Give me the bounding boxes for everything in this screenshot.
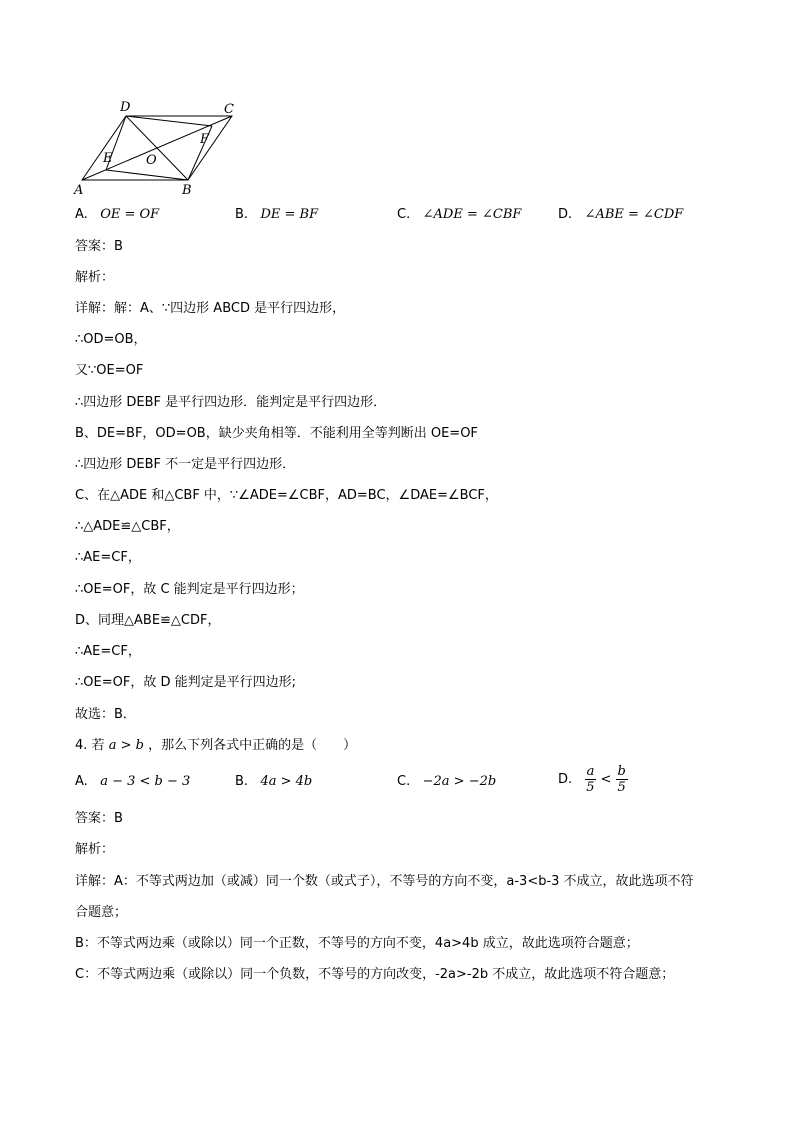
q4-option-d — [558, 764, 628, 795]
q3-option-a — [75, 206, 159, 224]
label-d: D — [120, 100, 131, 115]
option-expr: OE = OF — [100, 207, 160, 222]
fraction-numerator: a — [586, 764, 595, 779]
fraction-denominator: 5 — [586, 780, 595, 795]
option-letter: A. — [75, 774, 88, 789]
q4-analysis-label: 解析： — [75, 842, 115, 857]
label-b: B — [182, 183, 192, 198]
parallelogram-figure — [72, 96, 242, 200]
q3-line: ∴四边形 DEBF 不一定是平行四边形． — [75, 457, 296, 472]
q3-line: ∴OE=OF，故 D 能判定是平行四边形; — [75, 675, 296, 690]
option-operator: < — [600, 772, 612, 787]
option-letter: B. — [235, 207, 249, 222]
option-expr: ∠ADE = ∠CBF — [422, 207, 522, 222]
q3-line: ∴△ADE≌△CBF， — [75, 519, 180, 534]
q3-line: C、在△ADE 和△CBF 中，∵∠ADE=∠CBF，AD=BC，∠DAE=∠BCF， — [75, 488, 498, 503]
option-expr: −2a > −2b — [422, 774, 497, 789]
option-letter: D. — [558, 772, 573, 787]
q3-line: 故选：B． — [75, 707, 136, 722]
q4-option-a — [75, 773, 190, 791]
label-e: E — [103, 151, 113, 166]
option-letter: C. — [397, 774, 411, 789]
q3-line: ∴AE=CF， — [75, 550, 141, 565]
option-expr: DE = BF — [260, 207, 319, 222]
q3-line: ∴四边形 DEBF 是平行四边形．能判定是平行四边形． — [75, 395, 387, 410]
q3-line: ∴AE=CF， — [75, 644, 141, 659]
q4-line: 详解：A：不等式两边加（或减）同一个数（或式子），不等号的方向不变，a-3<b-3 不成立，故此选项不符 — [75, 874, 694, 889]
label-o: O — [146, 153, 157, 168]
q4-answer: 答案：B — [75, 811, 123, 826]
q3-option-d — [558, 206, 683, 224]
q3-option-b — [235, 206, 318, 224]
diagonal-bd — [126, 116, 188, 180]
q4-stem-suffix: ，那么下列各式中正确的是（ ） — [148, 738, 357, 753]
q4-line: B：不等式两边乘（或除以）同一个正数，不等号的方向不变，4a>4b 成立，故此选项符合题意； — [75, 936, 639, 951]
q3-line: D、同理△ABE≌△CDF， — [75, 613, 221, 628]
option-letter: B. — [235, 774, 249, 789]
label-c: C — [224, 102, 234, 117]
q3-line: 又∵OE=OF — [75, 363, 144, 378]
q3-line: ∴OE=OF，故 C 能判定是平行四边形； — [75, 582, 304, 597]
segment-eb — [106, 170, 188, 180]
q4-option-b — [235, 773, 312, 791]
option-letter: D. — [558, 207, 573, 222]
q3-line: B、DE=BF，OD=OB，缺少夹角相等．不能利用全等判断出 OE=OF — [75, 426, 478, 441]
fraction-numerator: b — [617, 764, 626, 779]
option-expr: ∠ABE = ∠CDF — [584, 207, 684, 222]
q3-analysis-label: 解析： — [75, 270, 115, 285]
q4-stem-prefix: 4. 若 — [75, 738, 105, 753]
q4-stem-condition: a > b — [108, 738, 144, 753]
q4-option-c — [397, 773, 496, 791]
segment-df — [126, 116, 212, 126]
q3-line: 详解：解：A、∵四边形 ABCD 是平行四边形， — [75, 301, 346, 316]
option-letter: A. — [75, 207, 88, 222]
fraction-denominator: 5 — [617, 780, 626, 795]
option-expr: a − 3 < b − 3 — [100, 774, 191, 789]
q4-line: C：不等式两边乘（或除以）同一个负数，不等号的方向改变，-2a>-2b 不成立，故此选项不符合题意； — [75, 967, 675, 982]
q3-line: ∴OD=OB， — [75, 332, 147, 347]
q3-option-c — [397, 206, 521, 224]
fraction-a-over-5 — [585, 764, 597, 795]
q4-stem — [75, 737, 356, 755]
option-letter: C. — [397, 207, 411, 222]
option-expr: 4a > 4b — [260, 774, 313, 789]
label-f: F — [200, 132, 210, 147]
q3-answer: 答案：B — [75, 239, 123, 254]
label-a: A — [74, 183, 84, 198]
q4-line: 合题意； — [75, 905, 128, 920]
fraction-b-over-5 — [616, 764, 628, 795]
